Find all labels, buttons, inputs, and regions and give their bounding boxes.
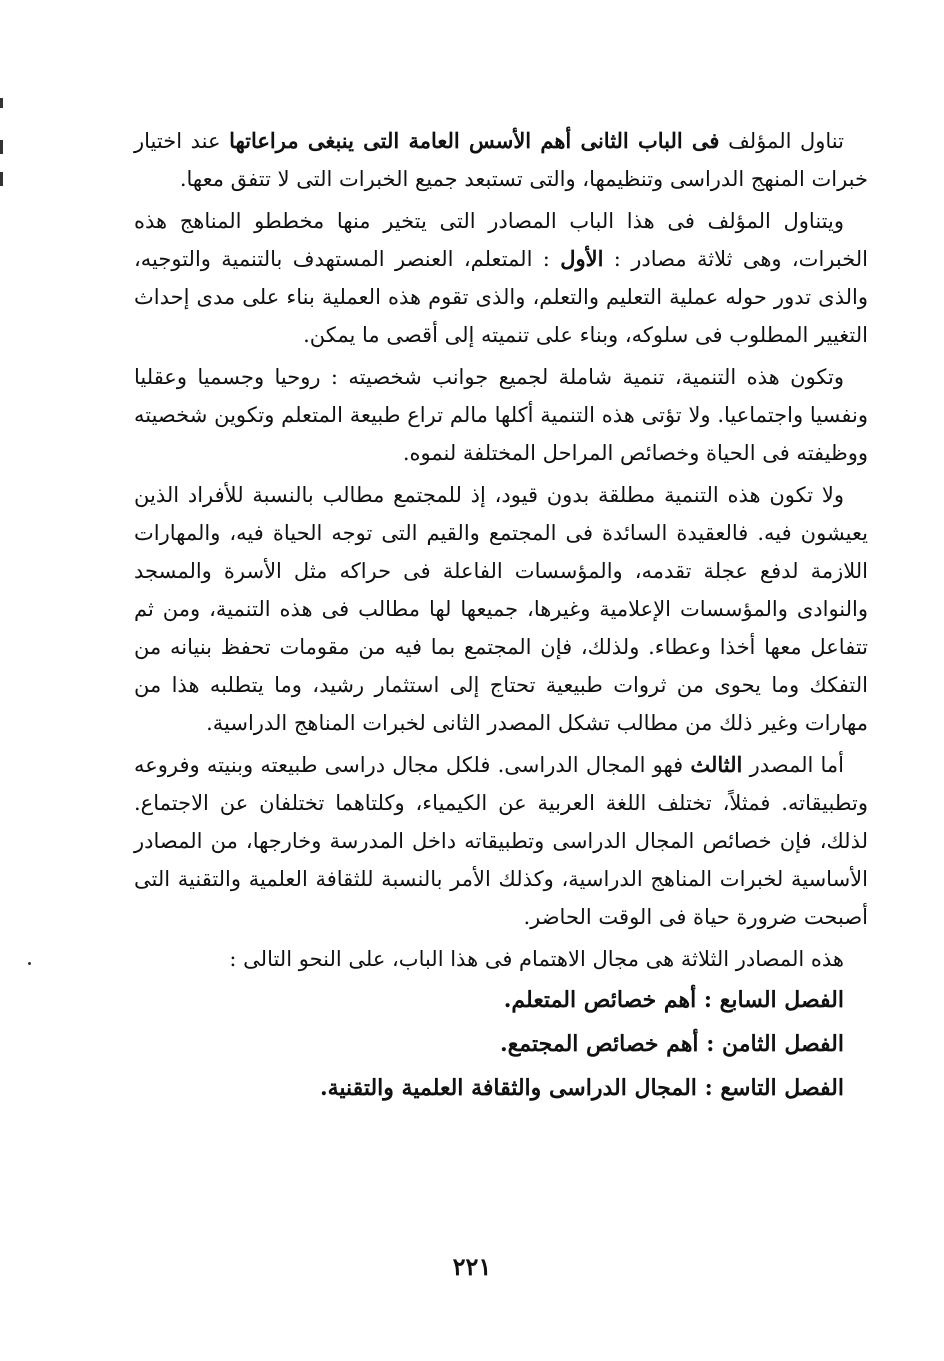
chapters-intro: هذه المصادر الثلاثة هى مجال الاهتمام فى هذا الباب، على النحو التالى :: [229, 947, 844, 971]
scan-edge-mark: [0, 172, 3, 186]
scan-edge-mark: [0, 140, 3, 154]
paragraph-1-text-start: تناول المؤلف: [719, 129, 844, 153]
chapter-item: الفصل السابع : أهم خصائص المتعلم.: [503, 987, 844, 1013]
paragraph-5-text-start: أما المصدر: [742, 753, 844, 777]
chapter-item: الفصل الثامن : أهم خصائص المجتمع.: [499, 1031, 844, 1057]
paragraph-2-text-start: ويتناول المؤلف فى هذا الباب المصادر التى يتخير منها مخططو المناهج هذه الخبرات، وهى ثلاثة مصادر :: [134, 209, 868, 271]
paragraph-2-bold-text: الأول: [560, 246, 604, 271]
paragraph-3: [134, 358, 868, 472]
paragraph-5-bold-text: الثالث: [690, 752, 743, 777]
page-number: ٢٢١: [452, 1252, 492, 1281]
chapter-list: [134, 978, 868, 1110]
paragraph-5: [134, 746, 868, 936]
paragraph-3-text: وتكون هذه التنمية، تنمية شاملة لجميع جوانب شخصيته : روحيا وجسميا وعقليا ونفسيا واجتماعيا. ولا تؤتى هذه التنمية أكلها مالم تراع طبيعة المتعلم وتكوين شخصيته ووظيفته فى الحياة وخصائص المراحل المختلفة لنموه.: [134, 365, 868, 465]
body-text: [134, 122, 868, 1110]
paragraph-2: [134, 202, 868, 354]
paragraph-2-text-end: : المتعلم، العنصر المستهدف بالتنمية والتوجيه، والذى تدور حوله عملية التعليم والتعلم، والذى تقوم هذه العملية بناء على مدى إحداث التغيير المطلوب فى سلوكه، وبناء على تنميته إلى أقصى ما يمكن.: [134, 247, 868, 347]
paragraph-5-text-end: فهو المجال الدراسى. فلكل مجال دراسى طبيعته وبنيته وفروعه وتطبيقاته. فمثلاً، تختلف اللغة العربية عن الكيمياء، وكلتاهما تختلفان عن الاجتماع. لذلك، فإن خصائص المجال الدراسى وتطبيقاته داخل المدرسة وخارجها، من المصادر الأساسية لخبرات المناهج الدراسية، وكذلك الأمر بالنسبة للثقافة العلمية والتقنية التى أصبحت ضرورة حياة فى الوقت الحاضر.: [134, 753, 868, 929]
scan-edge-mark: [0, 98, 3, 108]
scan-dust-dot: [28, 962, 31, 965]
paragraph-1-text-end: عند اختيار خبرات المنهج الدراسى وتنظيمها، والتى تستبعد جميع الخبرات التى لا تتفق معها.: [134, 129, 868, 191]
paragraph-1-bold-text: فى الباب الثانى أهم الأسس العامة التى ينبغى مراعاتها: [229, 128, 720, 153]
paragraph-4: [134, 476, 868, 742]
paragraph-4-text: ولا تكون هذه التنمية مطلقة بدون قيود، إذ للمجتمع مطالب بالنسبة للأفراد الذين يعيشون فيه. فالعقيدة السائدة فى المجتمع والقيم التى توجه الحياة فيه، والمهارات اللازمة لدفع عجلة تقدمه، والمؤسسات الفاعلة فى حراكه مثل الأسرة والمسجد والنوادى والمؤسسات الإعلامية وغيرها، جميعها لها مطالب فى هذه التنمية، ومن ثم تتفاعل معها أخذا وعطاء. ولذلك، فإن المجتمع بما فيه من مقومات تحفظ بنيانه من التفكك وما يحوى من ثروات طبيعية تحتاج إلى استثمار رشيد، وما يتطلبه هذا من مهارات وغير ذلك من مطالب تشكل المصدر الثانى لخبرات المناهج الدراسية.: [134, 483, 868, 735]
paragraph-1: [134, 122, 868, 198]
chapter-item: الفصل التاسع : المجال الدراسى والثقافة العلمية والتقنية.: [319, 1075, 844, 1101]
